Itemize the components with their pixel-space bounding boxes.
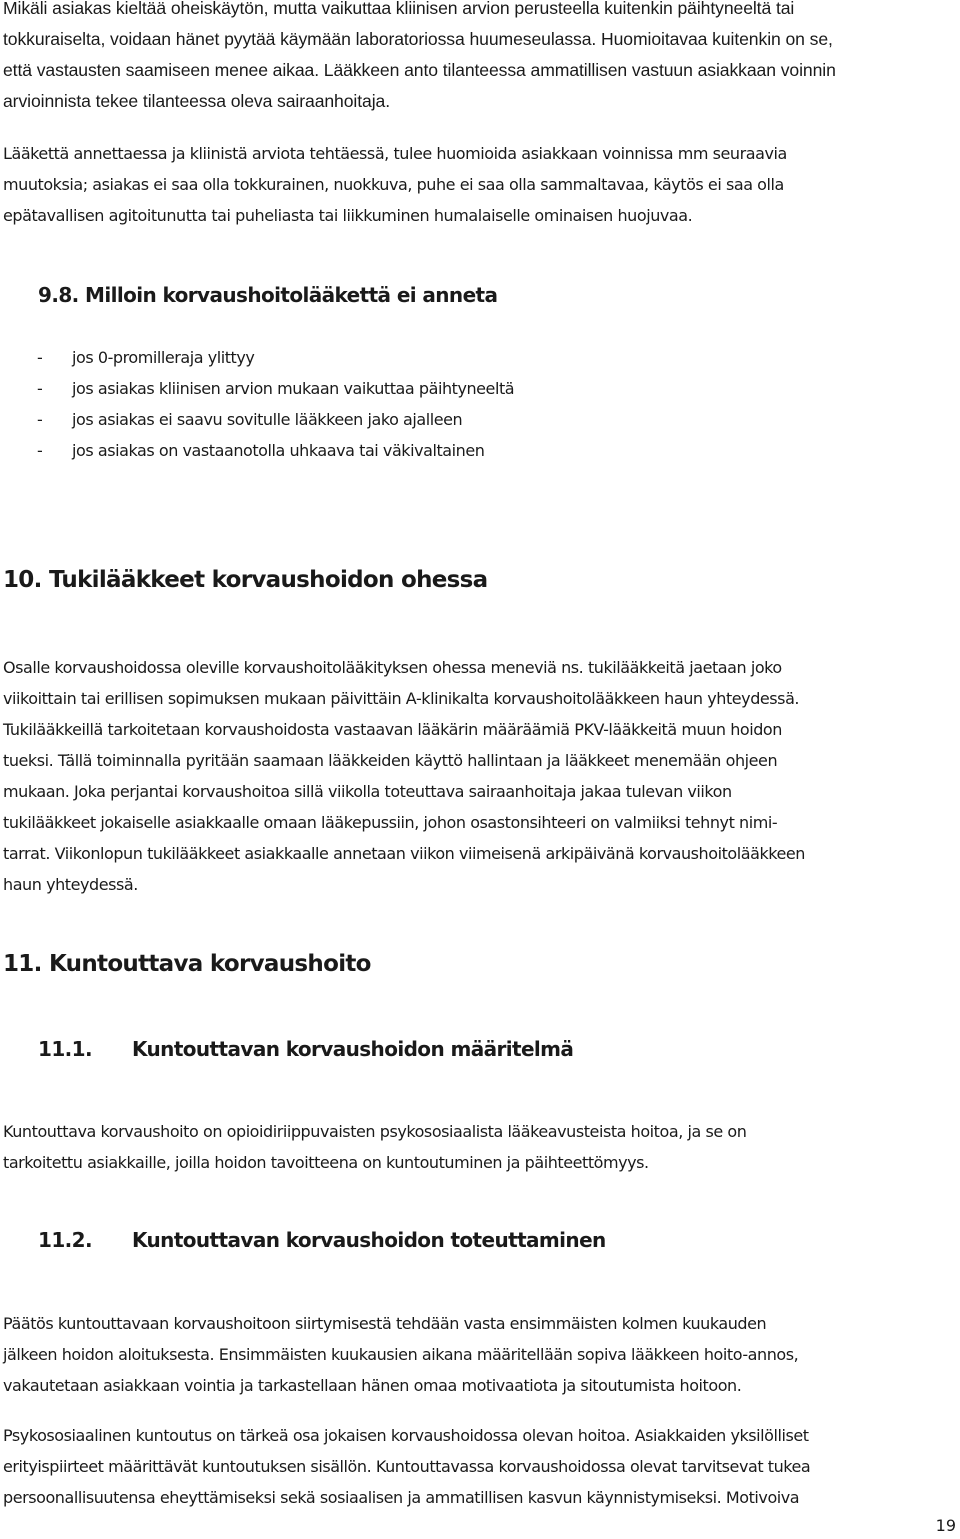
text-line: erityispiirteet määrittävät kuntoutuksen sisällön. Kuntouttavassa korvaushoidossa olevat tarvitsevat tukea	[3, 1457, 811, 1476]
section-10-paragraph	[3, 652, 948, 900]
section-11-2-paragraph-1	[3, 1308, 948, 1401]
text-line: tarrat. Viikonlopun tukilääkkeet asiakkaalle annetaan viikon viimeisenä arkipäivänä korvaushoitolääkkeen	[3, 844, 805, 863]
section-number: 9.8.	[38, 283, 79, 307]
list-item: - jos 0-promilleraja ylittyy	[37, 348, 255, 367]
text-line: tokkuraiselta, voidaan hänet pyytää käymään laboratoriossa huumeseulassa. Huomioitavaa kuitenkin on se,	[3, 29, 833, 49]
text-line: jälkeen hoidon aloituksesta. Ensimmäisten kuukausien aikana määritellään sopiva lääkkeen hoito-annos,	[3, 1345, 799, 1364]
text-line: persoonallisuutensa eheyttämiseksi sekä sosiaalisen ja ammatillisen kasvun käynnistymiseksi. Motivoiva	[3, 1488, 800, 1507]
section-number: 11.1.	[38, 1037, 92, 1061]
list-item-text: jos 0-promilleraja ylittyy	[72, 348, 255, 367]
text-line: Päätös kuntouttavaan korvaushoitoon siirtymisestä tehdään vasta ensimmäisten kolmen kuukauden	[3, 1314, 767, 1333]
text-line: että vastausten saamiseen menee aikaa. Lääkkeen anto tilanteessa ammatillisen vastuun asiakkaan voinnin	[3, 60, 836, 80]
text-line: Osalle korvaushoidossa oleville korvaushoitolääkityksen ohessa meneviä ns. tukilääkkeitä jaetaan joko	[3, 658, 782, 677]
text-line: tukilääkkeet jokaiselle asiakkaalle omaan lääkepussiin, johon osastonsihteeri on valmiiksi tehnyt nimi-	[3, 813, 778, 832]
intro-paragraph	[3, 0, 948, 117]
text-line: arvioinnista tekee tilanteessa oleva sairaanhoitaja.	[3, 91, 390, 111]
text-line: mukaan. Joka perjantai korvaushoitoa sillä viikolla toteuttava sairaanhoitaja jakaa tulevan viikon	[3, 782, 732, 801]
section-11-2-heading	[38, 1228, 948, 1252]
section-11-2-paragraph-2	[3, 1420, 948, 1513]
text-line: tarkoitettu asiakkaille, joilla hoidon tavoitteena on kuntoutuminen ja päihteettömyys.	[3, 1153, 649, 1172]
section-11-1-paragraph	[3, 1116, 948, 1178]
section-11-1-heading	[38, 1037, 948, 1061]
list-item: - jos asiakas on vastaanotolla uhkaava tai väkivaltainen	[37, 441, 485, 460]
section-title: Milloin korvaushoitolääkettä ei anneta	[85, 283, 498, 307]
text-line: Psykososiaalinen kuntoutus on tärkeä osa jokaisen korvaushoidossa olevan hoitoa. Asiakkaiden yksilölliset	[3, 1426, 809, 1445]
text-line: Mikäli asiakas kieltää oheiskäytön, mutta vaikuttaa kliinisen arvion perusteella kuitenkin päihtyneeltä tai	[3, 0, 795, 18]
section-9-8-heading	[38, 283, 948, 307]
text-line: Kuntouttava korvaushoito on opioidiriippuvaisten psykososiaalista lääkeavusteista hoitoa, ja se on	[3, 1122, 747, 1141]
assessment-paragraph	[3, 138, 948, 231]
text-line: Tukilääkkeillä tarkoitetaan korvaushoidosta vastaavan lääkärin määräämiä PKV-lääkkeitä muun hoidon	[3, 720, 782, 739]
text-line: muutoksia; asiakas ei saa olla tokkurainen, nuokkuva, puhe ei saa olla sammaltavaa, käytös ei saa olla	[3, 175, 784, 194]
text-line: vakautetaan asiakkaan vointia ja tarkastellaan hänen omaa motivaatiota ja sitoutumista hoitoon.	[3, 1376, 742, 1395]
text-line: haun yhteydessä.	[3, 875, 138, 894]
text-line: epätavallisen agitoitunutta tai puheliasta tai liikkuminen humalaiselle ominaisen huojuvaa.	[3, 206, 693, 225]
section-number: 11.2.	[38, 1228, 92, 1252]
section-title: Kuntouttavan korvaushoidon toteuttaminen	[132, 1228, 606, 1252]
page-number: 19	[935, 1516, 956, 1535]
section-title: Kuntouttavan korvaushoidon määritelmä	[132, 1037, 574, 1061]
list-item: - jos asiakas kliinisen arvion mukaan vaikuttaa päihtyneeltä	[37, 379, 515, 398]
section-10-heading: 10. Tukilääkkeet korvaushoidon ohessa	[3, 567, 488, 593]
list-item-text: jos asiakas on vastaanotolla uhkaava tai väkivaltainen	[72, 441, 485, 460]
list-item-text: jos asiakas ei saavu sovitulle lääkkeen jako ajalleen	[72, 410, 463, 429]
text-line: viikoittain tai erillisen sopimuksen mukaan päivittäin A-klinikalta korvaushoitolääkkeen haun yhteydessä.	[3, 689, 800, 708]
text-line: Lääkettä annettaessa ja kliinistä arviota tehtäessä, tulee huomioida asiakkaan voinnissa mm seuraavia	[3, 144, 787, 163]
list-item: - jos asiakas ei saavu sovitulle lääkkeen jako ajalleen	[37, 410, 463, 429]
section-11-heading: 11. Kuntouttava korvaushoito	[3, 951, 371, 977]
exclusion-list	[3, 342, 948, 466]
text-line: tueksi. Tällä toiminnalla pyritään saamaan lääkkeiden käyttö hallintaan ja lääkkeet menemään ohjeen	[3, 751, 778, 770]
list-item-text: jos asiakas kliinisen arvion mukaan vaikuttaa päihtyneeltä	[72, 379, 515, 398]
